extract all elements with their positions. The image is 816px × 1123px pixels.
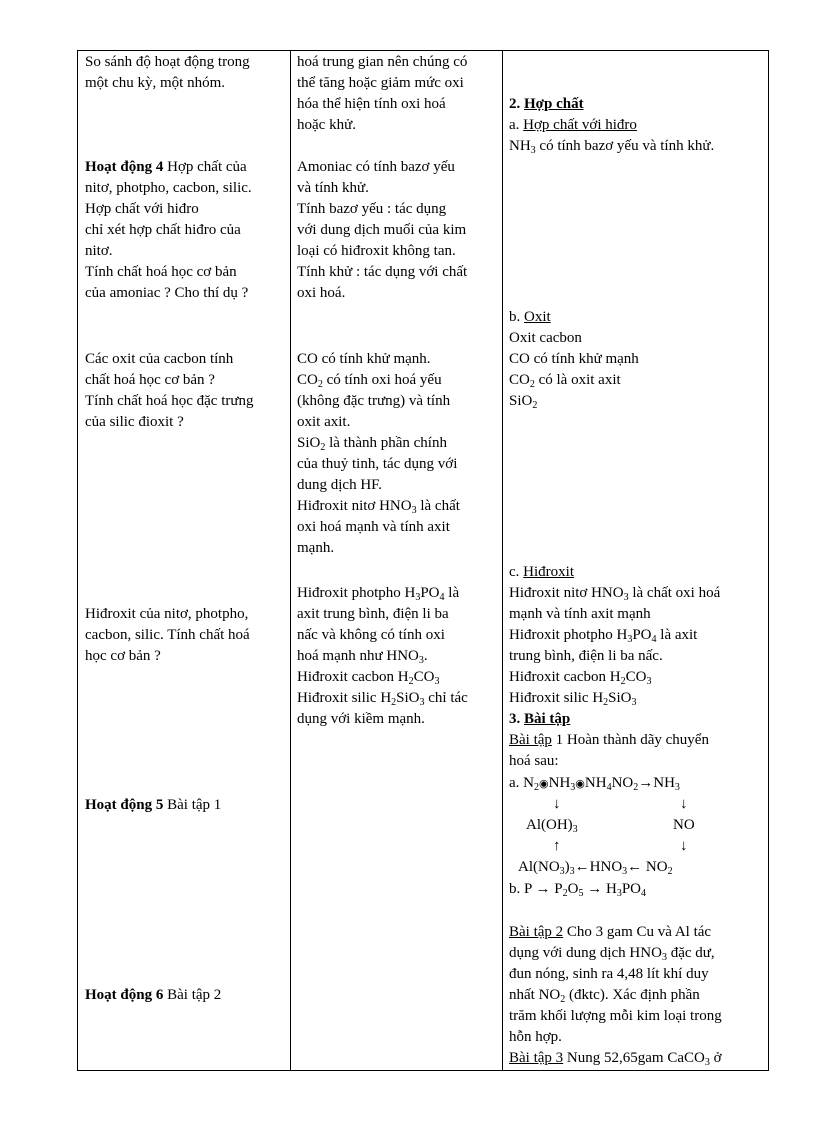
hno3-formula: Hiđroxit nitơ HNO: [297, 498, 412, 514]
subscript: 2: [603, 697, 609, 708]
h2co3-formula: Hiđroxit cacbon H: [297, 669, 409, 685]
down-arrow-icon: ↓: [553, 796, 561, 812]
co2-line: [297, 370, 442, 391]
subscript: 2: [534, 782, 540, 793]
hydroxide-line: trung bình, điện li ba nấc.: [509, 648, 663, 664]
column-divider-1: [290, 51, 291, 1070]
exercise-1-line: hoá sau:: [509, 753, 559, 769]
down-arrow-icon: ↓: [680, 796, 688, 812]
exercise-2-line: trăm khối lượng mỗi kim loại trong: [509, 1008, 722, 1024]
activity-4-heading: [85, 157, 247, 178]
h2sio3-formula: Hiđroxit silic H: [297, 690, 392, 706]
exercise-2-text: nhất NO: [509, 987, 561, 1003]
formula: b. P: [509, 881, 536, 897]
oxide-question-line: Các oxit của cacbon tính: [85, 351, 234, 367]
ammonia-line: Tính bazơ yếu : tác dụng: [297, 201, 447, 217]
oxide-question-line: chất hoá học cơ bản ?: [85, 372, 215, 388]
h2co3-line: [297, 667, 439, 688]
exercise-1-line: [509, 730, 709, 751]
co2-line: (không đặc trưng) và tính: [297, 393, 451, 409]
subscript: 3: [559, 866, 565, 877]
oxide-line: CO có tính khử mạnh: [509, 351, 639, 367]
hydroxide-text: là axit: [656, 627, 698, 643]
exercise-3-line: [509, 1048, 722, 1069]
co-line: CO có tính khử mạnh.: [297, 351, 431, 367]
co2-line: oxit axit.: [297, 414, 351, 430]
ammonia-line: oxi hoá.: [297, 285, 346, 301]
top-line: hoá trung gian nên chúng có: [297, 54, 468, 70]
subscript: 3: [530, 145, 536, 156]
nh3-text: có tính bazơ yếu và tính khử.: [535, 138, 715, 154]
subscript: 3: [418, 655, 424, 666]
exercise-2-line: [509, 943, 715, 964]
exercise-1-text: 1 Hoàn thành dãy chuyển: [551, 732, 709, 748]
subscript: 4: [439, 592, 445, 603]
section-title: Hợp chất: [524, 96, 584, 112]
exercise-2-line: [509, 985, 700, 1006]
chain-row-1: [509, 773, 680, 795]
down-arrow-icon: ↓: [680, 838, 688, 854]
sio2-formula: SiO: [297, 435, 321, 451]
exercise-2-text: đặc dư,: [666, 945, 715, 961]
oxide-line: [509, 391, 537, 412]
sio2-line: của thuỷ tinh, tác dụng với: [297, 456, 458, 472]
ammonia-line: Tính khử : tác dụng với chất: [297, 264, 468, 280]
subscript: 3: [411, 505, 417, 516]
conversion-arrow-icon: ◉: [539, 778, 549, 790]
activity-6-label: Hoạt động 6: [85, 987, 164, 1003]
compare-line-1: So sánh độ hoạt động trong: [85, 54, 250, 70]
activity-4-line: chỉ xét hợp chất hiđro của: [85, 222, 241, 238]
column-divider-2: [502, 51, 503, 1070]
co2-formula: CO: [297, 372, 318, 388]
left-arrow-icon: ←: [627, 859, 643, 875]
exercise-2-line: hỗn hợp.: [509, 1029, 562, 1045]
formula: Al(NO: [518, 859, 560, 875]
subscript: 2: [408, 676, 414, 687]
hydroxide-question-line: Hiđroxit của nitơ, photpho,: [85, 606, 249, 622]
exercise-2-label: Bài tập 2: [509, 924, 564, 940]
subscript: 3: [570, 782, 576, 793]
subscript: 3: [661, 952, 667, 963]
section-3-heading: [509, 709, 570, 730]
formula: H: [602, 881, 617, 897]
subscript: 2: [562, 888, 568, 899]
hno3-line: [297, 496, 460, 517]
chain-aloh3: [526, 815, 578, 836]
hydroxide-text: Hiđroxit nitơ HNO: [509, 585, 624, 601]
activity-6-heading: [85, 985, 221, 1006]
hydroxide-text: CO: [625, 669, 647, 685]
activity-6-text: Bài tập 2: [163, 987, 222, 1003]
activity-4-label: Hoạt động 4: [85, 159, 164, 175]
sio2-line: [297, 433, 447, 454]
h3po4-formula: Hiđroxit photpho H: [297, 585, 416, 601]
h2co3-formula: CO: [413, 669, 435, 685]
section-title: Bài tập: [524, 711, 571, 727]
subscript: 3: [623, 592, 629, 603]
hydroxide-text: là chất oxi hoá: [628, 585, 721, 601]
activity-5-text: Bài tập 1: [163, 797, 222, 813]
formula: NH: [584, 775, 607, 791]
exercise-2-text: dụng với dung dịch HNO: [509, 945, 662, 961]
subsection-b-heading: [509, 307, 551, 328]
up-arrow-icon: ↑: [553, 838, 561, 854]
activity-4-text: Hợp chất của: [163, 159, 247, 175]
chain-b-line: [509, 879, 646, 900]
h2sio3-line: dụng với kiềm mạnh.: [297, 711, 425, 727]
subsection-prefix: a.: [509, 117, 524, 133]
formula: NO: [611, 775, 634, 791]
formula: Al(OH): [526, 817, 573, 833]
subscript: 2: [633, 782, 639, 793]
subscript: 2: [320, 442, 326, 453]
h3po4-line: [297, 646, 428, 667]
subscript: 5: [578, 888, 584, 899]
hydroxide-text: SiO: [608, 690, 632, 706]
subscript: 2: [529, 379, 535, 390]
formula: O: [567, 881, 579, 897]
left-arrow-icon: ←: [574, 859, 590, 875]
exercise-3-text: Nung 52,65gam CaCO: [563, 1050, 705, 1066]
h3po4-text: là: [444, 585, 460, 601]
formula: N: [523, 775, 535, 791]
oxide-line: [509, 370, 621, 391]
right-arrow-icon: →: [535, 881, 551, 897]
activity-4-line: Tính chất hoá học cơ bản: [85, 264, 237, 280]
hydroxide-text: PO: [632, 627, 652, 643]
hydroxide-line: [509, 583, 720, 604]
hno3-line: mạnh.: [297, 540, 335, 556]
oxide-question-line: của silic đioxit ?: [85, 414, 184, 430]
subsection-prefix: c.: [509, 564, 524, 580]
chain-no: NO: [673, 817, 695, 833]
subscript: 4: [651, 634, 657, 645]
co2-text: có tính oxi hoá yếu: [322, 372, 442, 388]
sio2-text: là thành phần chính: [325, 435, 447, 451]
hno3-line: oxi hoá mạnh và tính axit: [297, 519, 450, 535]
hydroxide-question-line: học cơ bản ?: [85, 648, 161, 664]
ammonia-line: và tính khử.: [297, 180, 369, 196]
subsection-title: Hợp chất với hiđro: [523, 117, 637, 133]
subscript: 3: [627, 634, 633, 645]
hydroxide-text: Hiđroxit photpho H: [509, 627, 628, 643]
exercise-2-line: đun nóng, sinh ra 4,48 lít khí duy: [509, 966, 709, 982]
hydroxide-line: mạnh và tính axit mạnh: [509, 606, 651, 622]
subscript: 3: [419, 697, 425, 708]
h3po4-line: [297, 583, 459, 604]
subscript: 2: [391, 697, 397, 708]
formula: NH: [653, 775, 675, 791]
sio2-line: dung dịch HF.: [297, 477, 383, 493]
section-2-heading: [509, 94, 584, 115]
compare-line-2: một chu kỳ, một nhóm.: [85, 75, 225, 91]
subscript: 3: [616, 888, 622, 899]
section-number: 2.: [509, 96, 524, 112]
right-arrow-icon: →: [587, 881, 603, 897]
hydroxide-line: [509, 625, 697, 646]
h3po4-text: .: [423, 648, 428, 664]
subsection-prefix: b.: [509, 309, 524, 325]
subscript: 3: [646, 676, 652, 687]
h2sio3-formula: SiO: [396, 690, 420, 706]
subsection-title: Hiđroxit: [523, 564, 575, 580]
subscript: 4: [606, 782, 612, 793]
formula: NH: [548, 775, 571, 791]
exercise-3-text: ở: [709, 1050, 722, 1066]
exercise-2-text: Cho 3 gam Cu và Al tác: [563, 924, 712, 940]
h3po4-line: nấc và không có tính oxi: [297, 627, 445, 643]
subscript: 3: [415, 592, 421, 603]
subscript: 2: [560, 994, 566, 1005]
h3po4-text: hoá mạnh như HNO: [297, 648, 419, 664]
subscript: 3: [434, 676, 440, 687]
oxide-question-line: Tính chất hoá học đặc trưng: [85, 393, 254, 409]
hydroxide-line: [509, 667, 651, 688]
subscript: 2: [620, 676, 626, 687]
section-number: 3.: [509, 711, 524, 727]
nh3-formula: NH: [509, 138, 531, 154]
exercise-3-label: Bài tập 3: [509, 1050, 564, 1066]
hydroxide-line: [509, 688, 637, 709]
top-line: hoặc khử.: [297, 117, 356, 133]
activity-4-line: nitơ, photpho, cacbon, silic.: [85, 180, 252, 196]
chain-prefix: a.: [509, 775, 524, 791]
activity-4-line: của amoniac ? Cho thí dụ ?: [85, 285, 249, 301]
activity-5-heading: [85, 795, 221, 816]
formula: HNO: [589, 859, 623, 875]
subscript: 3: [622, 866, 628, 877]
subscript: 2: [532, 400, 538, 411]
top-line: hóa thể hiện tính oxi hoá: [297, 96, 446, 112]
activity-5-label: Hoạt động 5: [85, 797, 164, 813]
exercise-2-text: (đktc). Xác định phần: [565, 987, 700, 1003]
subscript: 3: [572, 824, 578, 835]
subscript: 3: [674, 782, 680, 793]
subscript: 4: [641, 888, 647, 899]
subsection-a-heading: [509, 115, 637, 136]
right-arrow-icon: →: [638, 775, 654, 791]
oxide-line: Oxit cacbon: [509, 330, 582, 346]
subscript: 3: [704, 1057, 710, 1068]
hno3-text: là chất: [416, 498, 460, 514]
hydroxide-text: Hiđroxit silic H: [509, 690, 604, 706]
exercise-1-label: Bài tập: [509, 732, 552, 748]
chain-row-3: $Al(NO_3)_3\leftarrow HNO_3\leftarrow$ $NO_2$: [518, 859, 673, 877]
h2sio3-text: chỉ tác: [424, 690, 468, 706]
ammonia-line: với dung dịch muối của kim: [297, 222, 467, 238]
activity-4-line: nitơ.: [85, 243, 113, 259]
subscript: 3: [569, 866, 575, 877]
nh3-line: [509, 136, 714, 157]
subscript: 2: [667, 866, 673, 877]
ammonia-line: loại có hiđroxit không tan.: [297, 243, 456, 259]
subsection-c-heading: [509, 562, 574, 583]
sio2-formula: SiO: [509, 393, 533, 409]
top-line: thể tăng hoặc giảm mức oxi: [297, 75, 464, 91]
h3po4-line: axit trung bình, điện li ba: [297, 606, 449, 622]
co2-formula: CO: [509, 372, 530, 388]
lesson-table: [77, 50, 769, 1071]
subsection-title: Oxit: [524, 309, 551, 325]
conversion-arrow-icon: ◉: [575, 778, 585, 790]
formula: P: [550, 881, 563, 897]
co2-text: có là oxit axit: [534, 372, 621, 388]
h2sio3-line: [297, 688, 468, 709]
hydroxide-text: Hiđroxit cacbon H: [509, 669, 621, 685]
exercise-2-line: [509, 922, 711, 943]
hydroxide-question-line: cacbon, silic. Tính chất hoá: [85, 627, 250, 643]
activity-4-line: Hợp chất với hiđro: [85, 201, 199, 217]
subscript: 3: [631, 697, 637, 708]
ammonia-line: Amoniac có tính bazơ yếu: [297, 159, 455, 175]
formula: PO: [621, 881, 642, 897]
subscript: 2: [317, 379, 323, 390]
h3po4-formula: PO: [420, 585, 440, 601]
formula: NO: [645, 859, 668, 875]
